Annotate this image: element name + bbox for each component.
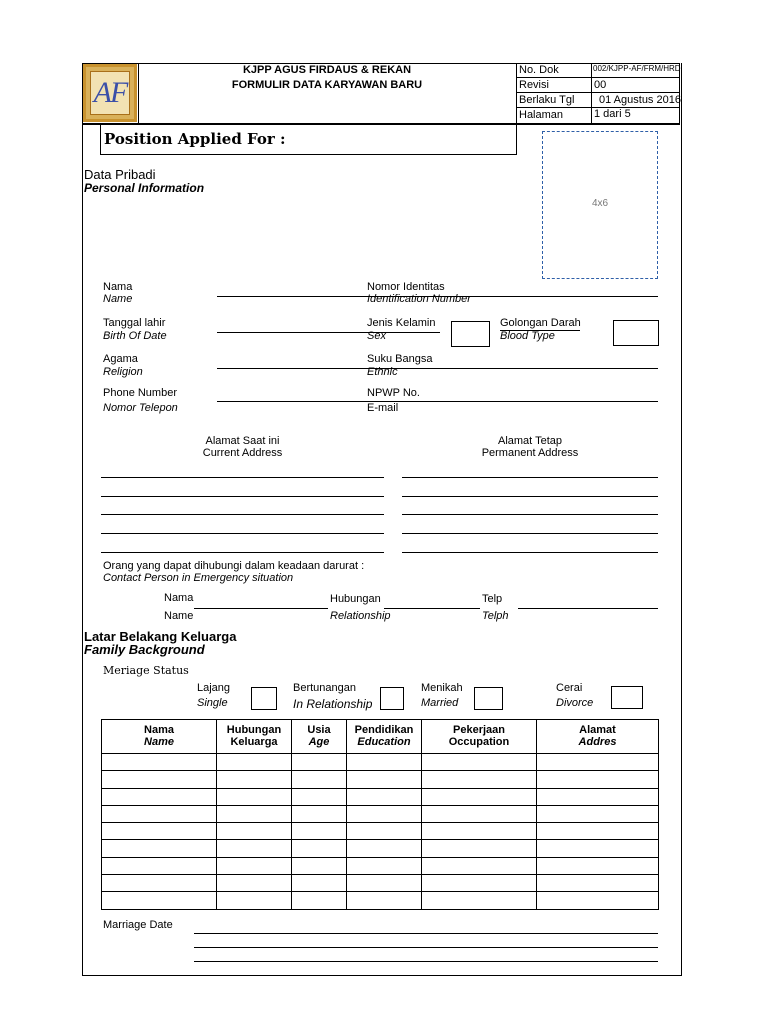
family-subtitle: Family Background xyxy=(84,642,205,657)
permanent-address-label-en: Permanent Address xyxy=(481,447,579,459)
status-single-label: Lajang xyxy=(197,682,231,694)
status-single-label-en: Single xyxy=(197,697,228,709)
emergency-relation-field[interactable] xyxy=(384,608,480,609)
table-row[interactable] xyxy=(102,754,659,771)
married-checkbox[interactable] xyxy=(474,687,503,710)
status-married-label-en: Married xyxy=(421,697,459,709)
column-header-education: Pendidikan Education xyxy=(347,720,422,754)
phone-label-en: Nomor Telepon xyxy=(103,402,178,414)
column-header-name: Nama Name xyxy=(102,720,217,754)
sex-label-en: Sex xyxy=(367,330,386,342)
blood-type-box[interactable] xyxy=(613,320,659,346)
emergency-relation-label-en: Relationship xyxy=(330,610,391,622)
relationship-checkbox[interactable] xyxy=(380,687,404,710)
column-header-address: Alamat Addres xyxy=(537,720,659,754)
photo-size-label: 4x6 xyxy=(591,198,609,209)
phone-label: Phone Number xyxy=(103,387,177,399)
status-relationship-label: Bertunangan xyxy=(293,682,356,694)
table-row[interactable] xyxy=(102,823,659,840)
name-label-en: Name xyxy=(103,293,133,305)
marital-status-label: Meriage Status xyxy=(103,664,189,677)
email-label: E-mail xyxy=(367,402,399,414)
birth-label-en: Birth Of Date xyxy=(103,330,167,342)
status-relationship-label-en: In Relationship xyxy=(293,697,373,711)
id-number-label: Nomor Identitas xyxy=(367,281,445,293)
permanent-address-label: Alamat Tetap xyxy=(497,435,562,447)
current-address-line[interactable] xyxy=(101,533,384,534)
birth-field[interactable] xyxy=(217,332,440,333)
id-number-label-en: Identification Number xyxy=(367,293,471,305)
religion-field[interactable] xyxy=(217,368,658,369)
table-row[interactable] xyxy=(102,840,659,857)
company-name: KJPP AGUS FIRDAUS & REKAN xyxy=(242,64,412,76)
permanent-address-line[interactable] xyxy=(402,552,658,553)
table-row[interactable] xyxy=(102,892,659,909)
marriage-date-line[interactable] xyxy=(194,933,658,934)
emergency-phone-field[interactable] xyxy=(518,608,658,609)
emergency-subtitle: Contact Person in Emergency situation xyxy=(103,572,294,584)
column-header-relation: Hubungan Keluarga xyxy=(217,720,292,754)
permanent-address-line[interactable] xyxy=(402,477,658,478)
status-divorce-label-en: Divorce xyxy=(556,697,594,709)
personal-subtitle: Personal Information xyxy=(84,181,205,195)
table-row[interactable] xyxy=(102,788,659,805)
logo-text: AF xyxy=(93,76,127,109)
current-address-label: Alamat Saat ini xyxy=(205,435,280,447)
blood-label-en: Blood Type xyxy=(500,330,555,342)
page-label: Halaman xyxy=(519,109,564,121)
current-address-label-en: Current Address xyxy=(202,447,283,459)
current-address-line[interactable] xyxy=(101,552,384,553)
status-married-label: Menikah xyxy=(421,682,463,694)
form-title: FORMULIR DATA KARYAWAN BARU xyxy=(231,79,423,91)
doc-no-label: No. Dok xyxy=(519,64,559,76)
emergency-phone-label-en: Telph xyxy=(482,610,509,622)
status-divorce-label: Cerai xyxy=(556,682,583,694)
emergency-relation-label: Hubungan xyxy=(330,593,381,605)
effective-date-value: 01 Agustus 2016 xyxy=(599,94,681,106)
current-address-line[interactable] xyxy=(101,496,384,497)
npwp-label: NPWP No. xyxy=(367,387,420,399)
column-header-occupation: Pekerjaan Occupation xyxy=(422,720,537,754)
family-title: Latar Belakang Keluarga xyxy=(84,629,237,644)
emergency-title: Orang yang dapat dihubungi dalam keadaan darurat : xyxy=(103,560,365,572)
emergency-name-field[interactable] xyxy=(194,608,328,609)
revision-value: 00 xyxy=(594,79,607,91)
emergency-name-label: Nama xyxy=(164,592,194,604)
marriage-date-line[interactable] xyxy=(194,947,658,948)
birth-label: Tanggal lahir xyxy=(103,317,166,329)
column-header-age: Usia Age xyxy=(292,720,347,754)
company-logo xyxy=(83,64,137,122)
sex-label: Jenis Kelamin xyxy=(367,317,436,329)
single-checkbox[interactable] xyxy=(251,687,277,710)
permanent-address-line[interactable] xyxy=(402,514,658,515)
table-row[interactable] xyxy=(102,875,659,892)
religion-label-en: Religion xyxy=(103,366,143,378)
personal-title: Data Pribadi xyxy=(84,167,156,182)
position-applied-label: Position Applied For : xyxy=(104,130,286,148)
effective-date-label: Berlaku Tgl xyxy=(519,94,575,106)
ethnic-label-en: Ethnic xyxy=(367,366,398,378)
table-row[interactable] xyxy=(102,771,659,788)
marriage-date-label: Marriage Date xyxy=(103,919,173,931)
revision-label: Revisi xyxy=(519,79,549,91)
emergency-phone-label: Telp xyxy=(482,593,503,605)
phone-field[interactable] xyxy=(217,401,658,402)
sex-box[interactable] xyxy=(451,321,490,347)
marriage-date-line[interactable] xyxy=(194,961,658,962)
emergency-name-label-en: Name xyxy=(164,610,194,622)
doc-no-value: 002/KJPP-AF/FRM/HRD xyxy=(593,64,681,73)
ethnic-label: Suku Bangsa xyxy=(367,353,433,365)
permanent-address-line[interactable] xyxy=(402,533,658,534)
permanent-address-line[interactable] xyxy=(402,496,658,497)
page-value: 1 dari 5 xyxy=(594,108,631,120)
table-row[interactable] xyxy=(102,805,659,822)
current-address-line[interactable] xyxy=(101,477,384,478)
current-address-line[interactable] xyxy=(101,514,384,515)
name-label: Nama xyxy=(103,281,133,293)
family-table xyxy=(101,719,659,910)
table-row[interactable] xyxy=(102,857,659,874)
divorce-checkbox[interactable] xyxy=(611,686,643,709)
religion-label: Agama xyxy=(103,353,138,365)
blood-label: Golongan Darah xyxy=(500,317,581,329)
